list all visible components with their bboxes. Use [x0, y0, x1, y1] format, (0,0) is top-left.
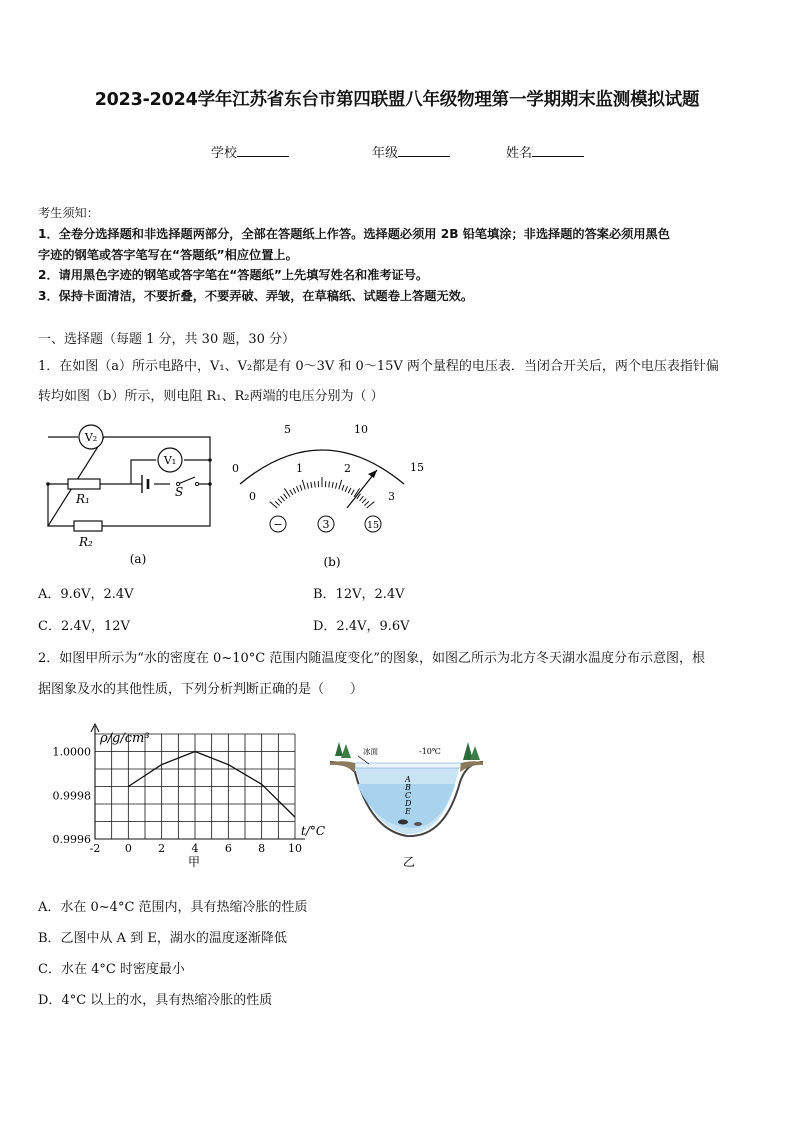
- top-tick-5: 5: [284, 423, 291, 436]
- figure-b-caption: (b): [323, 555, 341, 569]
- chart-y-tick: 1.0000: [52, 745, 91, 759]
- layer-b-label: B: [405, 783, 411, 792]
- school-label: 学校: [211, 146, 238, 161]
- chart-xlabel: t/°C: [301, 824, 326, 838]
- q2-option-c[interactable]: C．水在 4°C 时密度最小: [38, 962, 185, 977]
- notice-line-1b: 字迹的钢笔或答字笔写在“答题纸”相应位置上。: [38, 248, 298, 262]
- v1-label: V₁: [163, 454, 177, 467]
- dial-tick: [315, 481, 316, 487]
- dial-tick: [311, 482, 312, 488]
- dial-tick: [345, 486, 347, 492]
- dial-tick: [296, 486, 298, 492]
- ice-label: 冰面: [363, 747, 378, 756]
- dial-tick: [290, 490, 293, 495]
- chart-y-tick: 0.9998: [52, 789, 91, 803]
- bottom-tick-0: 0: [249, 490, 256, 503]
- q2-text-line2: 据图象及水的其他性质，下列分析判断正确的是（ ）: [38, 682, 364, 697]
- notice-line-1a: 1．全卷分选择题和非选择题两部分，全部在答题纸上作答。选择题必须用 2B 铅笔填涂；非选择题的答案必须用黑色: [38, 227, 670, 241]
- q1-option-c[interactable]: C．2.4V，12V: [38, 619, 130, 634]
- q1-option-a[interactable]: A．9.6V，2.4V: [38, 587, 134, 602]
- dial-tick: [284, 494, 288, 499]
- page-title: 2023-2024学年江苏省东台市第四联盟八年级物理第一学期期末监测模拟试题: [94, 90, 700, 110]
- dial-tick: [300, 485, 302, 491]
- dial-tick: [278, 499, 282, 503]
- name-field[interactable]: [506, 142, 584, 161]
- q2-option-a[interactable]: A．水在 0~4°C 范围内，具有热缩冷胀的性质: [38, 900, 308, 915]
- chart-ylabel: ρ/g/cm³: [100, 731, 150, 746]
- layer-e-label: E: [405, 807, 411, 816]
- switch-label: S: [175, 485, 184, 499]
- dial-tick: [307, 483, 308, 489]
- dial-tick: [348, 488, 351, 493]
- terminal-15-label: 15: [366, 520, 380, 531]
- layer-a-label: A: [405, 775, 411, 784]
- layer-c-label: C: [405, 791, 412, 800]
- top-tick-10: 10: [354, 423, 368, 436]
- bottom-tick-1: 1: [296, 462, 303, 475]
- q2-text-line1: 2．如图甲所示为“水的密度在 0~10°C 范围内随温度变化”的图象，如图乙所示为北方冬天湖水温度分布示意图，根: [38, 651, 705, 666]
- tree-right-icon: [463, 742, 480, 760]
- q1-option-d[interactable]: D．2.4V，9.6V: [313, 619, 410, 634]
- chart-x-tick: 2: [158, 842, 166, 855]
- lake-caption: 乙: [402, 855, 416, 869]
- q1-text-line2: 转均如图（b）所示，则电阻 R₁、R₂两端的电压分别为（ ）: [38, 389, 384, 404]
- dial-tick: [362, 499, 366, 503]
- chart-x-tick: 6: [224, 842, 232, 855]
- grade-label: 年级: [372, 146, 399, 161]
- q1-option-b[interactable]: B．12V，2.4V: [313, 587, 405, 602]
- chart-x-tick: 8: [258, 842, 266, 855]
- notice-line-2: 2．请用黑色字迹的钢笔或答字笔在“答题纸”上先填写姓名和准考证号。: [38, 268, 429, 282]
- dial-tick: [275, 501, 279, 505]
- chart-x-tick: 0: [124, 842, 132, 855]
- dial-tick: [302, 480, 305, 490]
- bottom-tick-2: 2: [344, 462, 351, 475]
- dial-tick: [281, 496, 285, 501]
- chart-x-tick: 4: [191, 842, 199, 855]
- dial-tick: [339, 480, 342, 490]
- q2-option-b[interactable]: B．乙图中从 A 到 E，湖水的温度逐渐降低: [38, 931, 287, 946]
- terminal-negative-label: −: [273, 518, 283, 531]
- grade-blank[interactable]: [398, 144, 450, 157]
- dial-tick: [332, 482, 333, 488]
- r1-label: R₁: [76, 492, 90, 506]
- q2-option-d[interactable]: D．4°C 以上的水，具有热缩冷胀的性质: [38, 993, 273, 1008]
- v2-label: V₂: [84, 431, 98, 444]
- section-heading: 一、选择题（每题 1 分，共 30 题，30 分）: [38, 332, 296, 347]
- circuit-diagram: [38, 422, 218, 570]
- layer-d-label: D: [405, 799, 412, 808]
- fish-icon: [398, 820, 408, 825]
- q1-text-line1: 1．在如图（a）所示电路中，V₁、V₂都是有 0～3V 和 0～15V 两个量程的电压表．当闭合开关后，两个电压表指针偏: [38, 359, 719, 374]
- meter-dial: [222, 420, 432, 572]
- dial-tick: [351, 490, 354, 495]
- fish-icon: [414, 822, 422, 826]
- school-field[interactable]: [211, 142, 289, 161]
- name-blank[interactable]: [532, 144, 584, 157]
- r2-label: R₂: [79, 535, 93, 549]
- dial-tick: [293, 488, 296, 493]
- chart-caption: 甲: [187, 855, 201, 869]
- bottom-tick-3: 3: [388, 490, 395, 503]
- dial-tick: [329, 481, 330, 487]
- resistor-r1-icon: [68, 479, 100, 489]
- dial-tick: [342, 485, 344, 491]
- chart-x-tick: -2: [89, 842, 101, 855]
- top-tick-0: 0: [232, 462, 239, 475]
- terminal-3-label: 3: [322, 518, 330, 531]
- resistor-r2-icon: [74, 521, 102, 531]
- notice-line-3: 3．保持卡面清洁，不要折叠，不要弄破、弄皱，在草稿纸、试题卷上答题无效。: [38, 289, 474, 303]
- school-blank[interactable]: [237, 144, 289, 157]
- grade-field[interactable]: [372, 142, 450, 161]
- air-temp-label: -10℃: [419, 747, 441, 756]
- chart-x-tick: 10: [288, 842, 302, 855]
- figure-a-caption: (a): [129, 552, 147, 566]
- top-tick-15: 15: [410, 461, 424, 474]
- notice-heading: 考生须知：: [38, 206, 99, 220]
- lake-diagram: [325, 738, 490, 874]
- dial-tick: [335, 483, 336, 489]
- ice-surface: [355, 763, 461, 768]
- dial-tick: [360, 496, 364, 501]
- density-chart: [40, 720, 332, 872]
- chart-y-tick: 0.9996: [52, 833, 91, 846]
- name-label: 姓名: [506, 146, 533, 161]
- tree-left-icon: [335, 742, 351, 758]
- dial-tick: [364, 501, 368, 505]
